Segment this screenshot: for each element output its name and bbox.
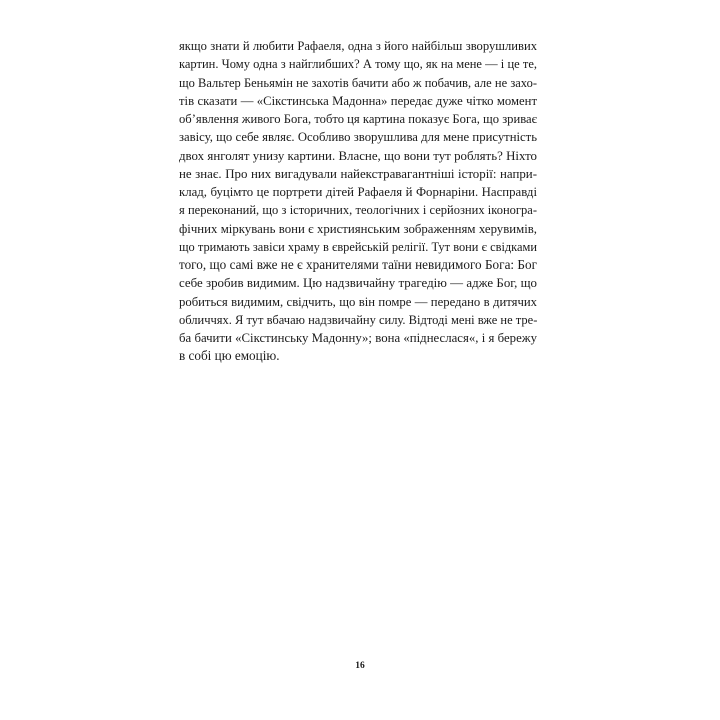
text-line: картин. Чому одна з найглибших? А тому що, як на мене — і це те, [179, 57, 537, 72]
text-line: об’явлення живого Бога, тобто ця картина показує Бога, що зриває [179, 112, 537, 126]
text-line: себе зробив видимим. Цю надзвичайну трагедію — адже Бог, що [179, 276, 537, 291]
text-line: фічних міркувань вони є християнським зображенням херувимів, [179, 221, 537, 236]
body-paragraph [179, 37, 537, 366]
text-line: того, що самі вже не є хранителями таїни невидимого Бога: Бог [179, 257, 537, 272]
text-line: завісу, що себе являє. Особливо зворушлива для мене присутність [179, 130, 537, 145]
text-line: ба бачити «Сікстинську Мадонну»; вона «піднеслася«, і я бережу [179, 331, 537, 345]
text-line: тів сказати — «Сікстинська Мадонна» передає дуже чітко момент [179, 93, 537, 108]
text-line: робиться видимим, свідчить, що він помре — передано в дитячих [179, 294, 537, 309]
text-line: якщо знати й любити Рафаеля, одна з його найбільш зворушливих [179, 39, 537, 53]
text-line: що тримають завіси храму в єврейській релігії. Тут вони є свідками [179, 239, 537, 254]
text-line: я переконаний, що з історичних, теологічних і серйозних іконогра- [179, 203, 537, 218]
text-line-last: в собі цю емоцію. [179, 348, 280, 364]
page-number: 16 [355, 661, 365, 671]
text-line: двох янголят унизу картини. Власне, що вони тут роблять? Ніхто [179, 148, 537, 163]
text-line: обличчях. Я тут вбачаю надзвичайну силу. Відтоді мені вже не тре- [179, 312, 538, 327]
text-line: що Вальтер Беньямін не захотів бачити або ж побачив, але не захо- [179, 75, 537, 90]
text-line: не знає. Про них вигадували найекстравагантніші історії: напри- [179, 166, 537, 181]
text-line: клад, буцімто це портрети дітей Рафаеля й Форнаріни. Насправді [179, 185, 537, 199]
